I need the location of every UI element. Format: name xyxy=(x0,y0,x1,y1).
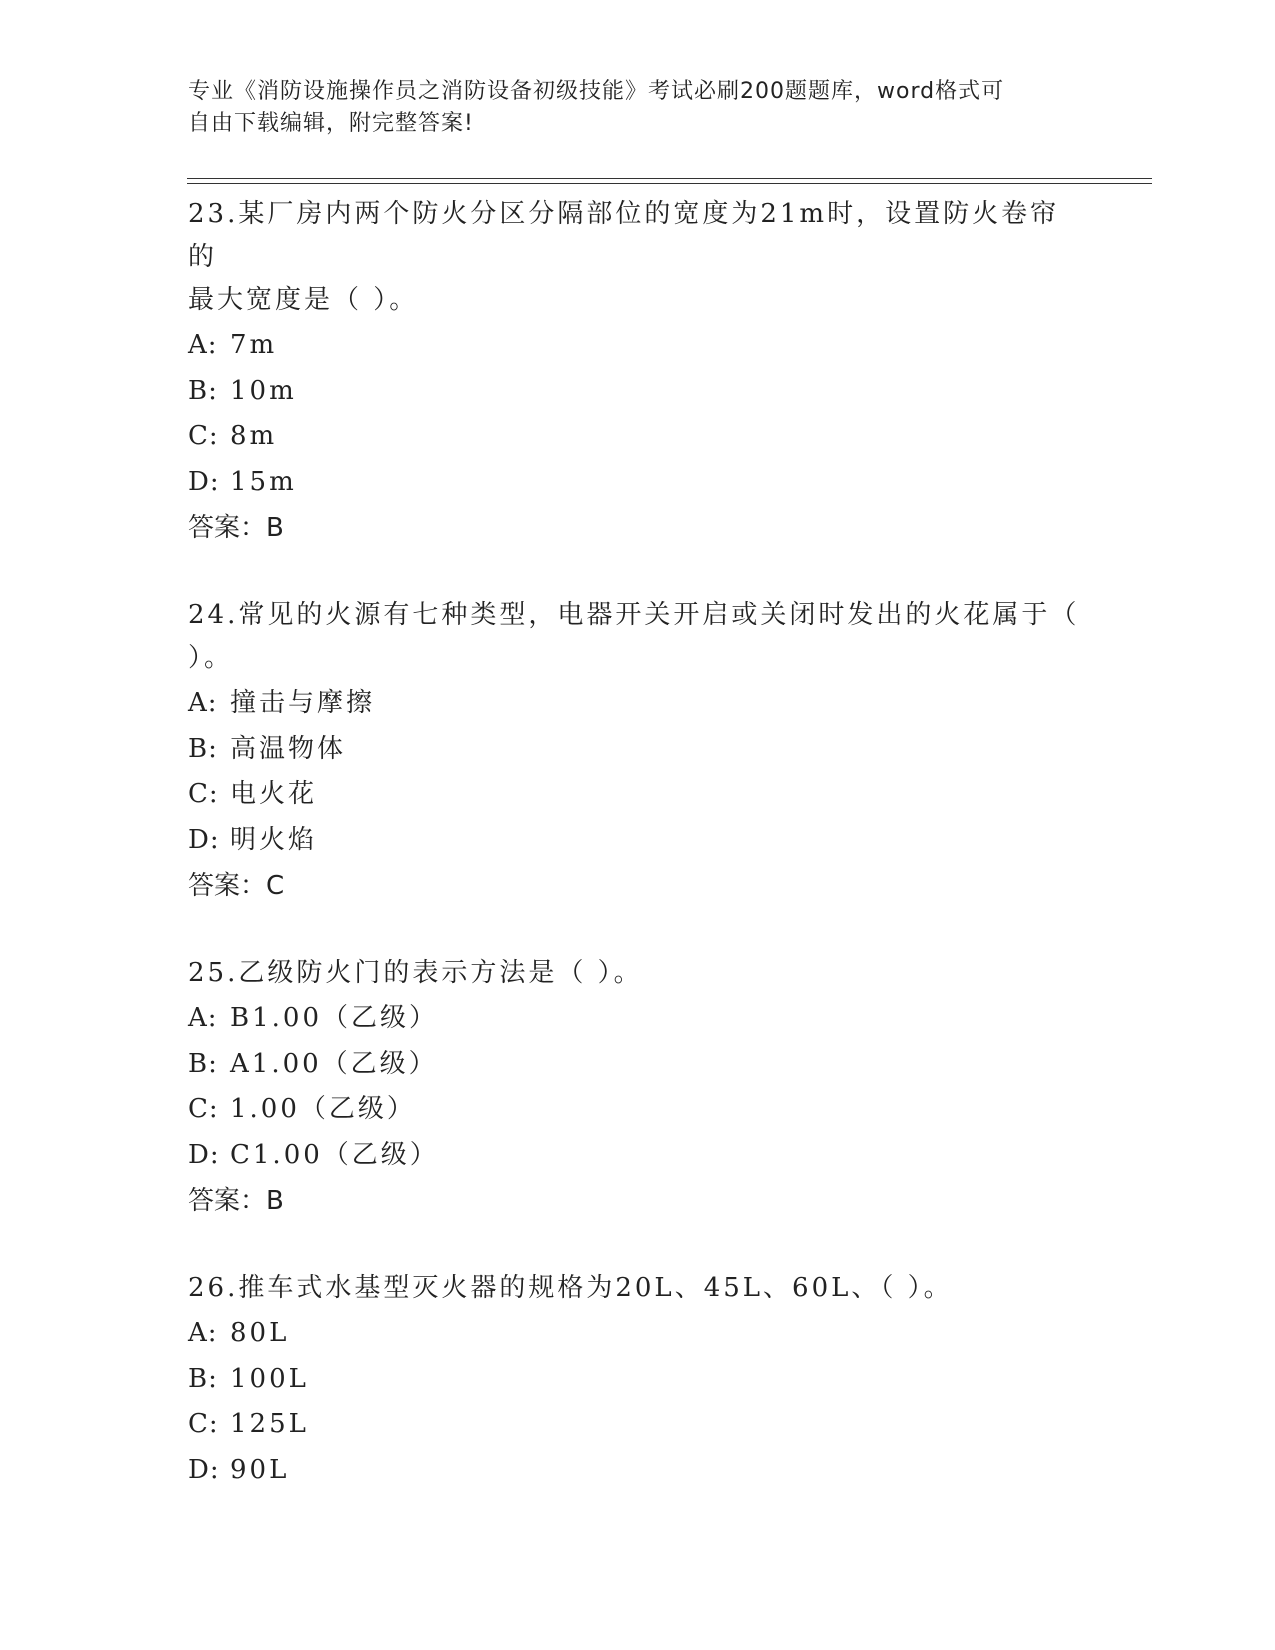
question-stem-line-2: 最大宽度是（ ）。 xyxy=(188,285,419,315)
document-header xyxy=(188,76,1068,140)
option-b xyxy=(188,1357,1088,1403)
option-a xyxy=(188,1311,1088,1357)
option-c xyxy=(188,1087,1088,1133)
option-key: A: xyxy=(188,330,218,360)
option-text: 明火焰 xyxy=(230,824,318,855)
question-24 xyxy=(188,594,1088,908)
header-line-2: 自由下载编辑，附完整答案! xyxy=(188,111,474,136)
answer-line: 答案：C xyxy=(188,871,285,901)
option-b xyxy=(188,727,1088,773)
option-key: B: xyxy=(188,733,218,764)
question-list xyxy=(188,193,1088,1537)
question-stem-line-1: 23.某厂房内两个防火分区分隔部位的宽度为21m时，设置防火卷帘的 xyxy=(188,199,1060,272)
question-23 xyxy=(188,193,1088,550)
option-text: B1.00（乙级） xyxy=(230,1003,438,1033)
option-key: C: xyxy=(188,779,219,809)
option-b xyxy=(188,1042,1088,1088)
question-26 xyxy=(188,1267,1088,1493)
option-key: B: xyxy=(188,1048,218,1079)
option-d xyxy=(188,460,1088,506)
option-text: 15m xyxy=(230,466,297,497)
option-key: D: xyxy=(188,1454,220,1485)
question-stem xyxy=(188,952,1088,995)
option-text: 电火花 xyxy=(230,779,318,809)
question-stem-line-2: ）。 xyxy=(188,643,234,673)
option-text: 80L xyxy=(230,1318,290,1348)
option-key: A: xyxy=(188,1318,218,1348)
option-key: A: xyxy=(188,688,218,718)
option-text: A1.00（乙级） xyxy=(230,1048,438,1079)
answer-line: 答案：B xyxy=(188,1186,284,1216)
option-a xyxy=(188,996,1088,1042)
option-c xyxy=(188,414,1088,460)
question-stem xyxy=(188,1267,1088,1310)
option-key: D: xyxy=(188,466,220,497)
question-stem xyxy=(188,594,1088,680)
option-key: C: xyxy=(188,421,219,451)
option-text: 高温物体 xyxy=(230,733,347,764)
option-c xyxy=(188,1402,1088,1448)
option-d xyxy=(188,1133,1088,1179)
option-text: 8m xyxy=(230,421,278,451)
option-key: B: xyxy=(188,1363,218,1394)
option-key: B: xyxy=(188,375,218,406)
option-b xyxy=(188,369,1088,415)
option-key: C: xyxy=(188,1409,219,1439)
header-divider-top xyxy=(187,178,1152,179)
option-text: 7m xyxy=(230,330,278,360)
option-key: D: xyxy=(188,1139,220,1170)
question-stem-line-1: 25.乙级防火门的表示方法是（ ）。 xyxy=(188,958,643,988)
option-text: 125L xyxy=(230,1409,309,1439)
option-text: 90L xyxy=(230,1454,290,1485)
option-text: 1.00（乙级） xyxy=(230,1094,416,1124)
option-a xyxy=(188,323,1088,369)
header-line-1: 专业《消防设施操作员之消防设备初级技能》考试必刷200题题库，word格式可 xyxy=(188,79,1005,104)
option-text: 100L xyxy=(230,1363,309,1394)
question-stem-line-1: 24.常见的火源有七种类型，电器开关开启或关闭时发出的火花属于（ xyxy=(188,600,1080,630)
option-text: 10m xyxy=(230,375,297,406)
option-text: C1.00（乙级） xyxy=(230,1139,439,1170)
option-d xyxy=(188,1448,1088,1494)
answer-line: 答案：B xyxy=(188,513,284,543)
question-stem xyxy=(188,193,1088,322)
option-a xyxy=(188,681,1088,727)
question-stem-line-1: 26.推车式水基型灭火器的规格为20L、45L、60L、（ ）。 xyxy=(188,1273,953,1303)
option-c xyxy=(188,772,1088,818)
option-key: C: xyxy=(188,1094,219,1124)
question-25 xyxy=(188,952,1088,1223)
option-key: A: xyxy=(188,1003,218,1033)
option-key: D: xyxy=(188,824,220,855)
option-d xyxy=(188,818,1088,864)
option-text: 撞击与摩擦 xyxy=(230,688,376,718)
header-divider-bottom xyxy=(187,183,1152,184)
